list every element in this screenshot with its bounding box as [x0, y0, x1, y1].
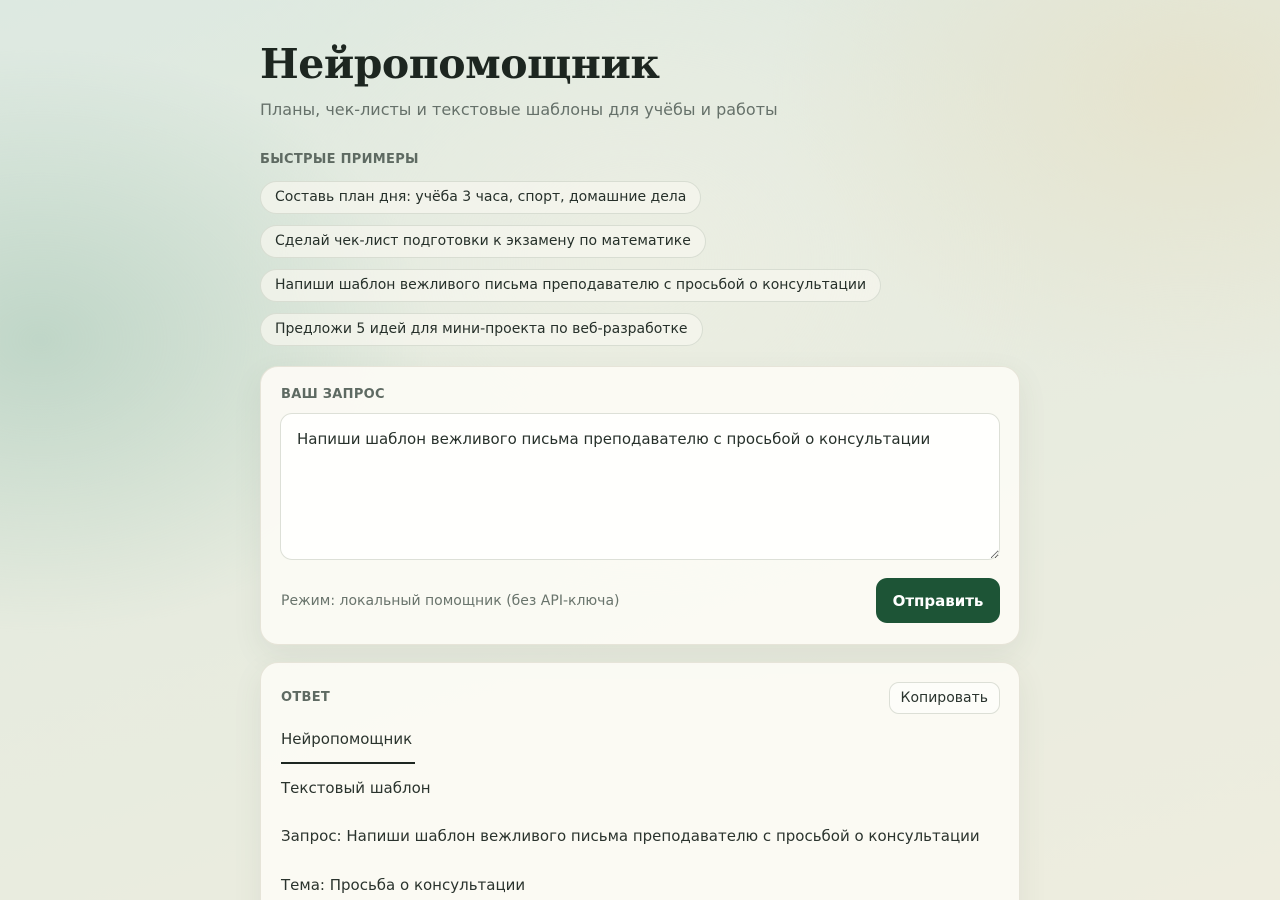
- example-chip-day-plan[interactable]: Составь план дня: учёба 3 часа, спорт, домашние дела: [260, 181, 701, 214]
- answer-heading: Нейропомощник: [281, 730, 413, 748]
- page-subtitle: Планы, чек-листы и текстовые шаблоны для учёбы и работы: [260, 100, 778, 119]
- example-chip-email-template[interactable]: Напиши шаблон вежливого письма преподавателю с просьбой о консультации: [260, 269, 881, 302]
- answer-heading-underline: [281, 762, 415, 764]
- answer-line-request: Запрос: Напиши шаблон вежливого письма преподавателю с просьбой о консультации: [281, 827, 980, 845]
- request-label: ВАШ ЗАПРОС: [281, 387, 385, 402]
- request-input[interactable]: [280, 413, 1000, 560]
- answer-line-subject: Тема: Просьба о консультации: [281, 876, 526, 894]
- copy-button[interactable]: Копировать: [889, 682, 1000, 714]
- examples-label: БЫСТРЫЕ ПРИМЕРЫ: [260, 152, 419, 167]
- request-card: [260, 366, 1020, 645]
- answer-card: [260, 662, 1020, 900]
- send-button[interactable]: Отправить: [876, 578, 1000, 623]
- answer-line-type: Текстовый шаблон: [281, 779, 431, 797]
- example-chip-exam-checklist[interactable]: Сделай чек-лист подготовки к экзамену по математике: [260, 225, 706, 258]
- mode-text: Режим: локальный помощник (без API-ключа): [281, 593, 620, 609]
- answer-label: ОТВЕТ: [281, 690, 331, 705]
- page-title: Нейропомощник: [260, 40, 660, 88]
- example-chip-project-ideas[interactable]: Предложи 5 идей для мини-проекта по веб-разработке: [260, 313, 703, 346]
